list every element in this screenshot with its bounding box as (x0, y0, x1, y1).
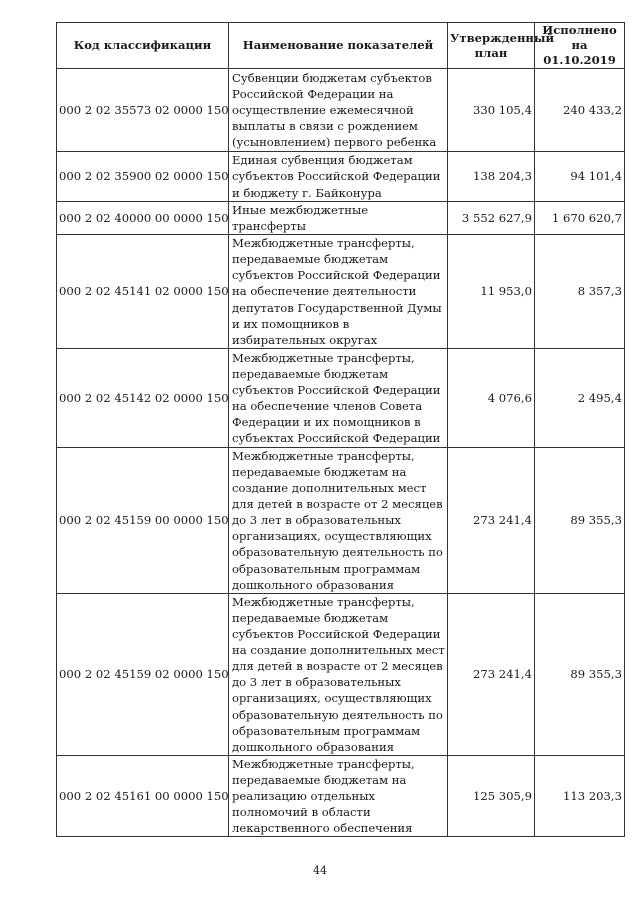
row-done: 89 355,3 (535, 593, 625, 755)
row-name: Единая субвенция бюджетам субъектов Российской Федерации и бюджету г. Байконура (229, 152, 448, 202)
table-row (57, 593, 625, 755)
page-number: 44 (313, 864, 327, 877)
row-done: 94 101,4 (535, 152, 625, 202)
header-done: Исполнено на 01.10.2019 (535, 23, 625, 69)
row-name: Межбюджетные трансферты, передаваемые бюджетам субъектов Российской Федерации на обеспечение деятельности депутатов Государственной Думы и их помощников в избирательных округах (229, 235, 448, 349)
row-plan: 11 953,0 (448, 235, 535, 349)
row-plan: 273 241,4 (448, 593, 535, 755)
table-row (57, 447, 625, 593)
row-done: 113 203,3 (535, 755, 625, 836)
budget-table (56, 22, 625, 837)
row-code: 000 2 02 45159 00 0000 150 (57, 447, 229, 593)
row-plan: 330 105,4 (448, 69, 535, 152)
row-code: 000 2 02 45142 02 0000 150 (57, 348, 229, 447)
row-name: Межбюджетные трансферты, передаваемые бюджетам субъектов Российской Федерации на создание дополнительных мест для детей в возрасте от 2 месяцев до 3 лет в образовательных организациях, осуществляющих образовательную деятельность по образовательным программам дошкольного образования (229, 593, 448, 755)
row-done: 89 355,3 (535, 447, 625, 593)
row-name: Межбюджетные трансферты, передаваемые бюджетам субъектов Российской Федерации на обеспечение членов Совета Федерации и их помощников в субъектах Российской Федерации (229, 348, 448, 447)
row-name: Субвенции бюджетам субъектов Российской Федерации на осуществление ежемесячной выплаты в связи с рождением (усыновлением) первого ребенка (229, 69, 448, 152)
row-plan: 4 076,6 (448, 348, 535, 447)
table-header-row (57, 23, 625, 69)
row-plan: 3 552 627,9 (448, 202, 535, 235)
row-name: Межбюджетные трансферты, передаваемые бюджетам на создание дополнительных мест для детей в возрасте от 2 месяцев до 3 лет в образовательных организациях, осуществляющих образовательную деятельность по образовательным программам дошкольного образования (229, 447, 448, 593)
row-done: 240 433,2 (535, 69, 625, 152)
table-row (57, 348, 625, 447)
table-row (57, 755, 625, 836)
row-code: 000 2 02 35900 02 0000 150 (57, 152, 229, 202)
row-code: 000 2 02 40000 00 0000 150 (57, 202, 229, 235)
table-row (57, 235, 625, 349)
row-done: 1 670 620,7 (535, 202, 625, 235)
table-row (57, 69, 625, 152)
row-code: 000 2 02 45161 00 0000 150 (57, 755, 229, 836)
header-name: Наименование показателей (229, 23, 448, 69)
table-row (57, 202, 625, 235)
row-code: 000 2 02 45159 02 0000 150 (57, 593, 229, 755)
header-plan: Утвержденный план (448, 23, 535, 69)
row-plan: 273 241,4 (448, 447, 535, 593)
row-code: 000 2 02 35573 02 0000 150 (57, 69, 229, 152)
table-row (57, 152, 625, 202)
row-plan: 125 305,9 (448, 755, 535, 836)
row-done: 8 357,3 (535, 235, 625, 349)
row-code: 000 2 02 45141 02 0000 150 (57, 235, 229, 349)
row-plan: 138 204,3 (448, 152, 535, 202)
row-name: Иные межбюджетные трансферты (229, 202, 448, 235)
row-name: Межбюджетные трансферты, передаваемые бюджетам на реализацию отдельных полномочий в области лекарственного обеспечения (229, 755, 448, 836)
header-code: Код классификации (57, 23, 229, 69)
row-done: 2 495,4 (535, 348, 625, 447)
